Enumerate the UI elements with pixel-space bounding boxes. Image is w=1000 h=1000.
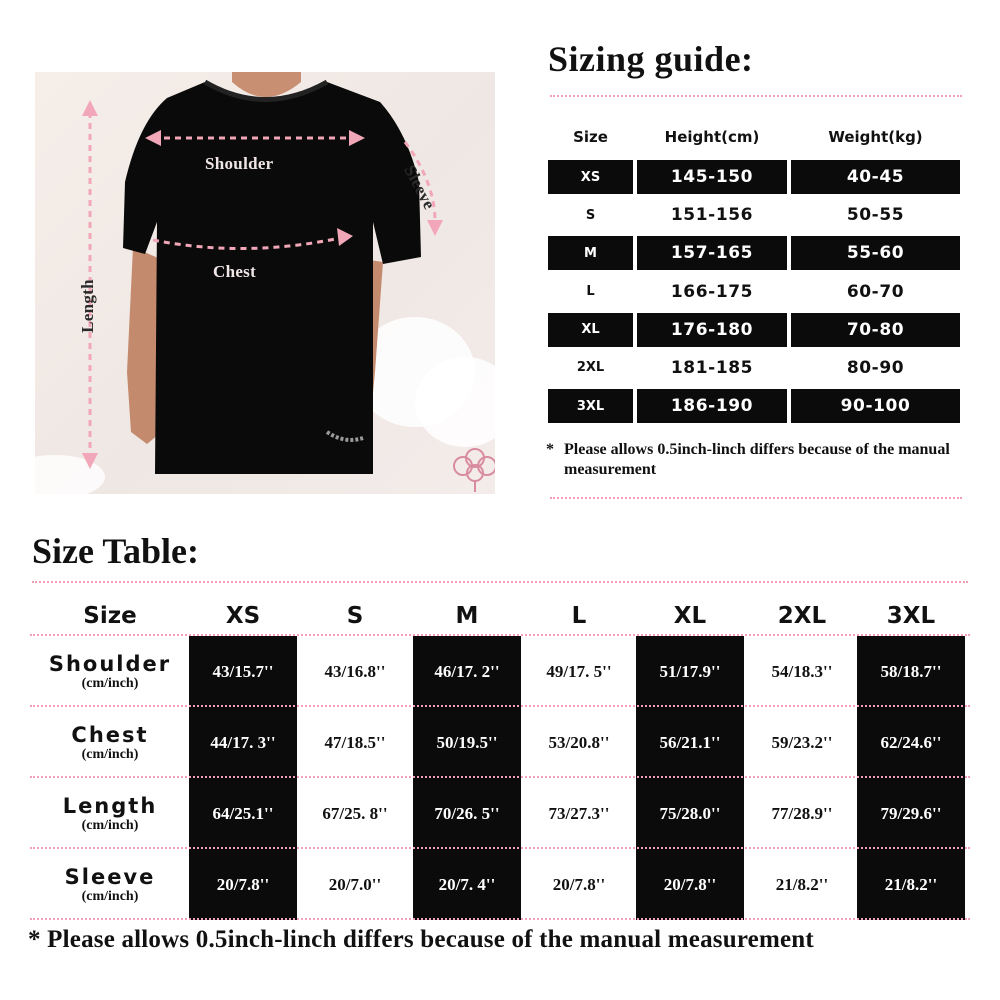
measure-unit: (cm/inch): [81, 747, 139, 762]
value-cell: 54/18.3'': [771, 661, 833, 681]
header-size-2xl: 2XL: [777, 603, 827, 629]
value-cell: 67/25. 8'': [322, 803, 388, 823]
weight-cell: 55-60: [791, 236, 960, 270]
value-cell: 44/17. 3'': [189, 707, 297, 778]
weight-cell: 80-90: [846, 357, 905, 378]
value-cell: 51/17.9'': [636, 636, 744, 707]
header-size-m: M: [455, 603, 479, 629]
value-cell: 46/17. 2'': [413, 636, 521, 707]
size-table-title: Size Table:: [32, 531, 200, 571]
value-cell: 79/29.6'': [857, 778, 965, 849]
header-size: Size: [573, 128, 608, 146]
sizing-guide-header: [548, 120, 963, 158]
row-label: [30, 707, 190, 778]
header-height: Height(cm): [664, 128, 760, 146]
divider: [550, 497, 962, 499]
height-cell: 181-185: [670, 357, 754, 378]
size-cell: XS: [548, 160, 633, 194]
size-table-note: * Please allows 0.5inch-linch differs because of the manual measurement: [28, 926, 814, 953]
size-cell: S: [585, 207, 596, 223]
height-cell: 145-150: [637, 160, 787, 194]
height-cell: 157-165: [637, 236, 787, 270]
size-cell: 3XL: [548, 389, 633, 423]
sizing-guide-row: [548, 158, 963, 196]
value-cell: 47/18.5'': [324, 732, 386, 752]
chest-label: Chest: [213, 262, 257, 281]
weight-cell: 40-45: [791, 160, 960, 194]
weight-cell: 60-70: [846, 281, 905, 302]
value-cell: 20/7.0'': [328, 874, 382, 894]
measure-name: Chest: [71, 723, 149, 747]
length-label: Length: [77, 279, 97, 333]
height-cell: 166-175: [670, 281, 754, 302]
value-cell: 20/7.8'': [552, 874, 606, 894]
value-cell: 20/7.8'': [636, 849, 744, 920]
height-cell: 186-190: [637, 389, 787, 423]
weight-cell: 90-100: [791, 389, 960, 423]
sizing-guide-table: [548, 120, 963, 425]
value-cell: 43/16.8'': [324, 661, 386, 681]
divider: [32, 581, 968, 583]
shoulder-label: Shoulder: [205, 154, 274, 173]
header-size-xl: XL: [673, 603, 707, 629]
chest-row: [30, 707, 970, 778]
sleeve-label: Sleeve: [400, 162, 440, 213]
size-cell: L: [586, 284, 595, 300]
size-cell: M: [548, 236, 633, 270]
sizing-guide-title: Sizing guide:: [548, 39, 754, 79]
value-cell: 20/7. 4'': [413, 849, 521, 920]
header-size-xs: XS: [225, 603, 261, 629]
value-cell: 75/28.0'': [636, 778, 744, 849]
size-table-header: [30, 596, 970, 636]
cotton-flower-icon: [454, 449, 495, 492]
value-cell: 50/19.5'': [413, 707, 521, 778]
header-size-l: L: [571, 603, 587, 629]
row-label: [30, 636, 190, 707]
value-cell: 49/17. 5'': [546, 661, 612, 681]
value-cell: 73/27.3'': [548, 803, 610, 823]
value-cell: 21/8.2'': [775, 874, 829, 894]
measure-name: Length: [62, 794, 158, 818]
header-size-3xl: 3XL: [886, 603, 936, 629]
header-size-s: S: [346, 603, 364, 629]
sleeve-row: [30, 849, 970, 920]
tshirt-illustration: [35, 72, 495, 494]
weight-cell: 50-55: [846, 205, 905, 226]
size-cell: XL: [548, 313, 633, 347]
value-cell: 62/24.6'': [857, 707, 965, 778]
weight-cell: 70-80: [791, 313, 960, 347]
row-label: [30, 849, 190, 920]
size-cell: 2XL: [576, 360, 605, 376]
sizing-guide-row: [548, 349, 963, 387]
row-divider: [30, 918, 970, 920]
sizing-guide-row: [548, 387, 963, 425]
measure-name: Sleeve: [64, 865, 156, 889]
value-cell: 59/23.2'': [771, 732, 833, 752]
measure-unit: (cm/inch): [81, 818, 139, 833]
row-label: [30, 778, 190, 849]
divider: [550, 95, 962, 97]
value-cell: 70/26. 5'': [413, 778, 521, 849]
product-photo: [35, 72, 495, 494]
shoulder-row: [30, 636, 970, 707]
sizing-guide-row: [548, 311, 963, 349]
length-row: [30, 778, 970, 849]
sizing-guide-row: [548, 196, 963, 234]
sizing-guide-row: [548, 234, 963, 272]
note-asterisk: *: [546, 441, 554, 458]
measure-unit: (cm/inch): [81, 889, 139, 904]
measure-unit: (cm/inch): [81, 676, 139, 691]
sizing-guide-note: [546, 440, 971, 480]
sizing-guide-row: [548, 273, 963, 311]
header-weight: Weight(kg): [828, 128, 923, 146]
value-cell: 20/7.8'': [189, 849, 297, 920]
measure-name: Shoulder: [48, 652, 172, 676]
value-cell: 58/18.7'': [857, 636, 965, 707]
size-table: [30, 596, 970, 920]
value-cell: 21/8.2'': [857, 849, 965, 920]
value-cell: 53/20.8'': [548, 732, 610, 752]
value-cell: 56/21.1'': [636, 707, 744, 778]
height-cell: 176-180: [637, 313, 787, 347]
value-cell: 43/15.7'': [189, 636, 297, 707]
height-cell: 151-156: [670, 205, 754, 226]
note-text: Please allows 0.5inch-linch differs because of the manual measurement: [564, 441, 950, 478]
header-size-label: Size: [83, 603, 137, 629]
value-cell: 64/25.1'': [189, 778, 297, 849]
value-cell: 77/28.9'': [771, 803, 833, 823]
